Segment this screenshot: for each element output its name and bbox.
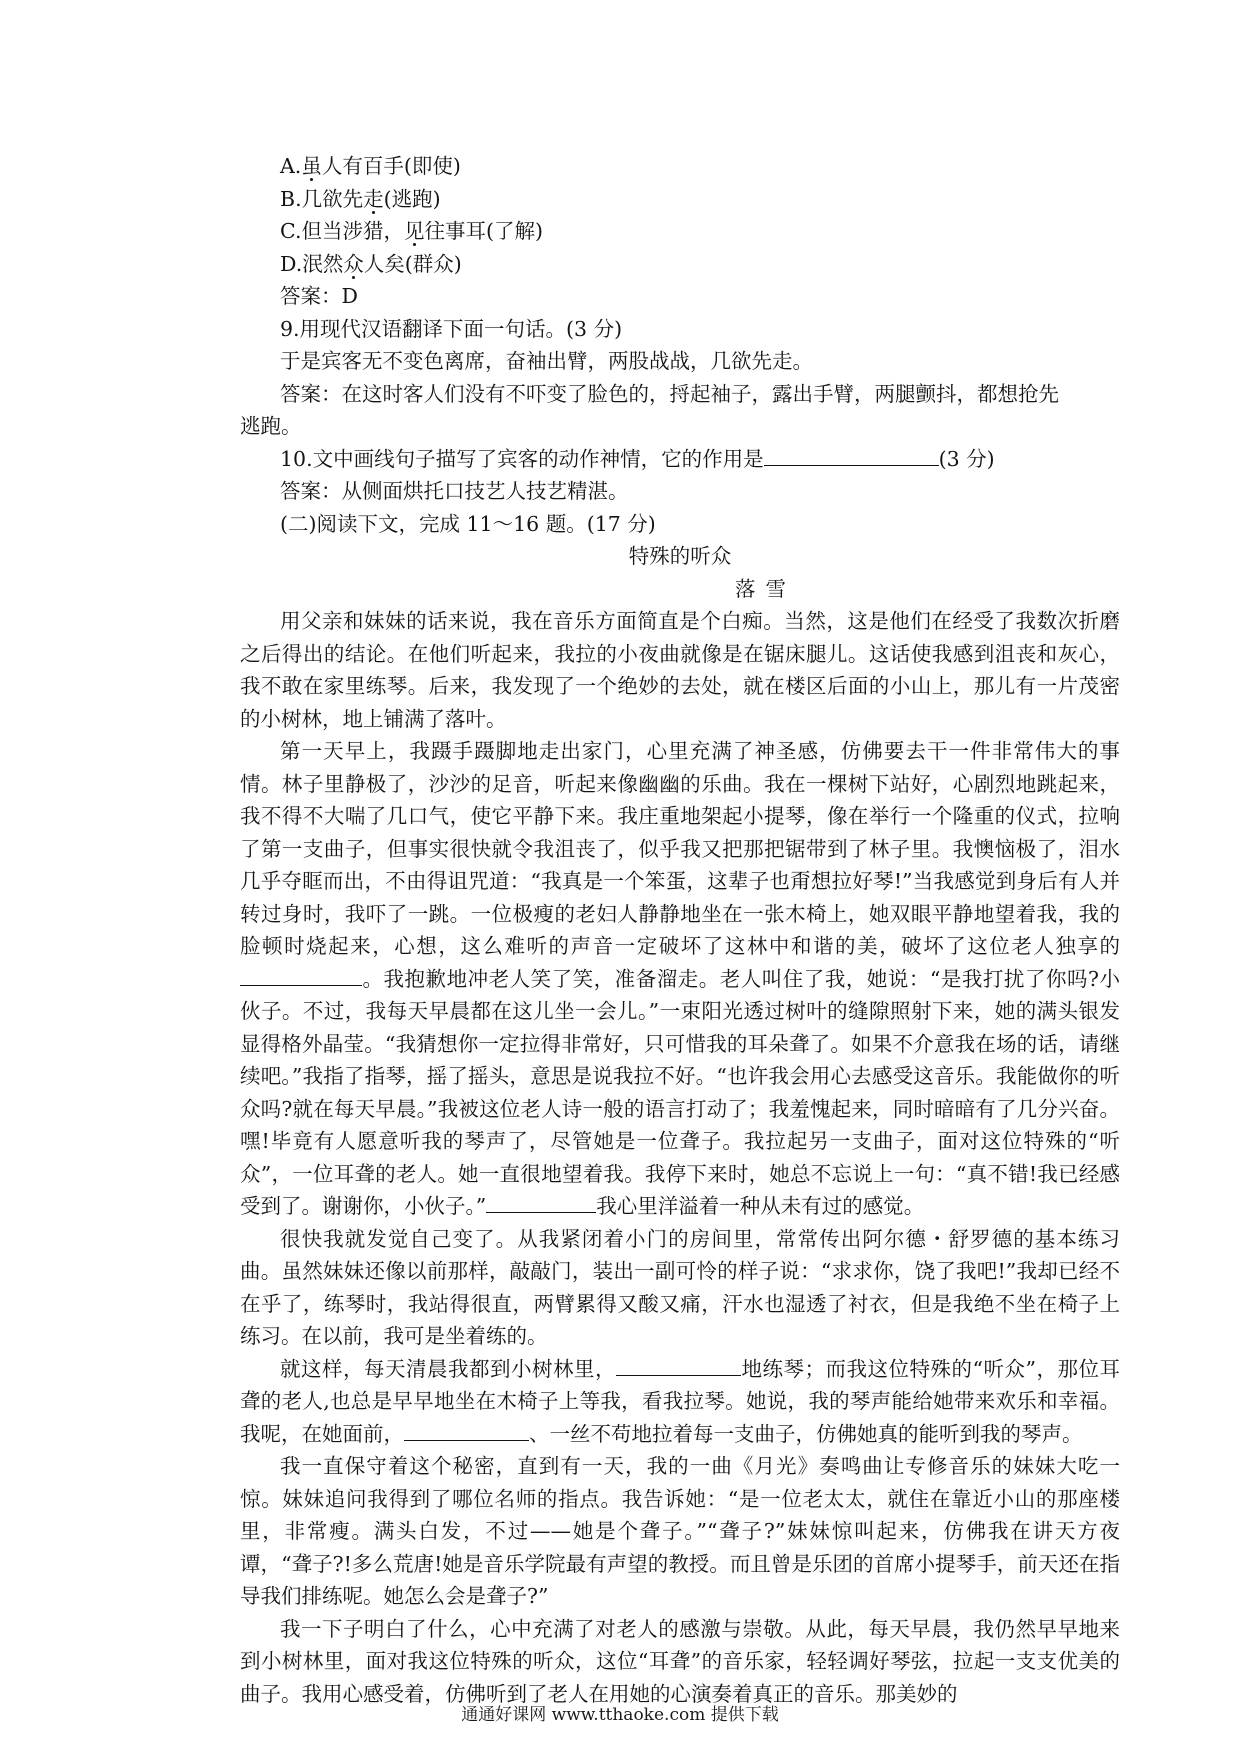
paragraph-text: 。我抱歉地冲老人笑了笑，准备溜走。老人叫住了我，她说：“是我打扰了你吗?小伙子。不过，我每天早晨都在这儿坐一会儿。”一束阳光透过树叶的缝隙照射下来，她的满头银发显得格外晶莹。“我猜想你一定拉得非常好，只可惜我的耳朵聋了。如果不介意我在场的话，请继续吧。”我指了指琴，摇了摇头，意思是说我拉不好。“也许我会用心去感受这音乐。我能做你的听众吗?就在每天早晨。”我被这位老人诗一般的语言打动了；我羞愧起来，同时暗暗有了几分兴奋。嘿!毕竟有人愿意听我的琴声了，尽管她是一位聋子。我拉起另一支曲子，面对这位特殊的“听众”，一位耳聋的老人。她一直很 — [240, 966, 1120, 1186]
option-text: A. — [280, 154, 302, 178]
paragraph-text: 地望着我。我停下来时，她总不忘说上一句：“真不错!我已经感受到了。谢谢你，小伙子。” — [240, 1161, 1121, 1218]
answer-blank — [240, 963, 362, 986]
q8-option-a — [240, 150, 1120, 183]
option-text: 人矣(群众) — [363, 251, 462, 276]
q10-prompt: 10.文中画线句子描写了宾客的动作神情，它的作用是 — [280, 446, 764, 471]
q9-sentence: 于是宾客无不变色离席，奋袖出臂，两股战战，几欲先走。 — [280, 349, 813, 373]
article-title: 特殊的听众 — [628, 544, 732, 568]
q10-answer: 答案：从侧面烘托口技艺人技艺精湛。 — [280, 479, 629, 503]
paragraph-text: 、一丝不苟地拉着每一支曲子，仿佛她真的能听到我的琴声。 — [529, 1421, 1083, 1446]
option-text: 往事耳(了解) — [424, 219, 543, 243]
article-paragraph-2 — [240, 735, 1120, 1223]
answer-blank — [486, 1190, 596, 1213]
paragraph-text: 第一天早上，我蹑手蹑脚地走出家门，心里充满了神圣感，仿佛要去干一件非常伟大的事情。林子里静极了，沙沙的足音，听起来像幽幽的乐曲。我在一棵树下站好，心剧烈地跳起来，我不得不大喘了几口气，使它平静下来。我庄重地架起小提琴，像在举行一个隆重的仪式，拉响了第一支曲子，但事实很快就令我沮丧了，似乎我又把那把锯带到了林子里。我懊恼极了，泪水几乎夺眶而出，不由得诅咒道：“我真是一个笨蛋，这辈子也甭想拉好琴!”当我感觉到身后有人并转过身时，我吓了一跳。一位极瘦的老妇人静静地坐在一张木椅上，她双眼平静地望着我，我的脸顿时烧起来，心想，这么难听的声音一定破坏了这林中和谐的美，破坏了这位老人独享的 — [240, 739, 1120, 958]
q10-prompt-line — [240, 443, 1120, 476]
q9-answer-line2: 逃跑。 — [240, 414, 302, 438]
option-text: B.几欲先 — [280, 186, 364, 211]
q10-score: (3 分) — [938, 446, 995, 471]
option-text: 人有百手(即使) — [321, 154, 461, 178]
q8-option-c — [240, 215, 1120, 248]
option-text: C.但当涉猎， — [280, 219, 404, 243]
q9-answer-line1: 答案：在这时客人们没有不吓变了脸色的，捋起袖子，露出手臂，两腿颤抖，都想抢先 — [280, 381, 1059, 406]
emphasis-char: 众 — [343, 251, 364, 276]
option-text: (逃跑) — [383, 186, 441, 211]
emphasis-char: 见 — [403, 219, 425, 243]
article-paragraph-4 — [240, 1353, 1120, 1451]
q8-answer: 答案：D — [280, 284, 358, 308]
article-paragraph-6: 我一下子明白了什么，心中充满了对老人的感激与崇敬。从此，每天早晨，我仍然早早地来到小树林里，面对我这位特殊的听众，这位“耳聋”的音乐家，轻轻调好琴弦，拉起一支支优美的曲子。我用心感受着，仿佛听到了老人在用她的心演奏着真正的音乐。那美妙的 — [240, 1616, 1120, 1706]
q8-option-d — [240, 248, 1120, 281]
q8-option-b — [240, 183, 1120, 216]
answer-blank — [764, 443, 939, 466]
q9-prompt: 9.用现代汉语翻译下面一句话。(3 分) — [280, 316, 623, 341]
paragraph-text: 我心里洋溢着一种从未有过的感觉。 — [596, 1194, 925, 1218]
answer-blank — [616, 1353, 741, 1376]
article-author: 落雪 — [735, 576, 796, 601]
paragraph-text: 就这样，每天清晨我都到小树林里， — [280, 1356, 617, 1381]
section-intro: (二)阅读下文，完成 11～16 题。(17 分) — [280, 511, 656, 536]
answer-blank — [404, 1418, 529, 1441]
emphasis-char: 走 — [363, 186, 384, 211]
article-paragraph-3: 很快我就发觉自己变了。从我紧闭着小门的房间里，常常传出阿尔德・舒罗德的基本练习曲。虽然妹妹还像以前那样，敲敲门，装出一副可怜的样子说：“求求你，饶了我吧!”我却已经不在乎了，练琴时，我站得很直，两臂累得又酸又痛，汗水也湿透了衬衣，但是我绝不坐在椅子上练习。在以前，我可是坐着练的。 — [240, 1226, 1120, 1348]
emphasis-char: 虽 — [301, 154, 322, 178]
option-text: D.泯然 — [280, 251, 344, 276]
page-footer: 通通好课网 www.tthaoke.com 提供下载 — [461, 1705, 779, 1725]
article-paragraph-1: 用父亲和妹妹的话来说，我在音乐方面简直是个白痴。当然，这是他们在经受了我数次折磨之后得出的结论。在他们听起来，我拉的小夜曲就像是在锯床腿儿。这话使我感到沮丧和灰心，我不敢在家里练琴。后来，我发现了一个绝妙的去处，就在楼区后面的小山上，那儿有一片茂密的小树林，地上铺满了落叶。 — [240, 609, 1120, 731]
document-page — [240, 150, 1120, 1710]
article-paragraph-5: 我一直保守着这个秘密，直到有一天，我的一曲《月光》奏鸣曲让专修音乐的妹妹大吃一惊。妹妹追问我得到了哪位名师的指点。我告诉她：“是一位老太太，就住在靠近小山的那座楼里，非常瘦。满头白发，不过——她是个聋子。”“聋子?”妹妹惊叫起来，仿佛我在讲天方夜谭，“聋子?!多么荒唐!她是音乐学院最有声望的教授。而且曾是乐团的首席小提琴手，前天还在指导我们排练呢。她怎么会是聋子?” — [240, 1454, 1120, 1608]
paragraph-text: 地练琴；而我这位特殊的“听众”，那位耳聋的老人,也总是早早地坐在木椅子上等我，看我拉琴。她说，我的琴声能给她带来欢乐和幸福。我呢，在她面前， — [240, 1356, 1120, 1446]
